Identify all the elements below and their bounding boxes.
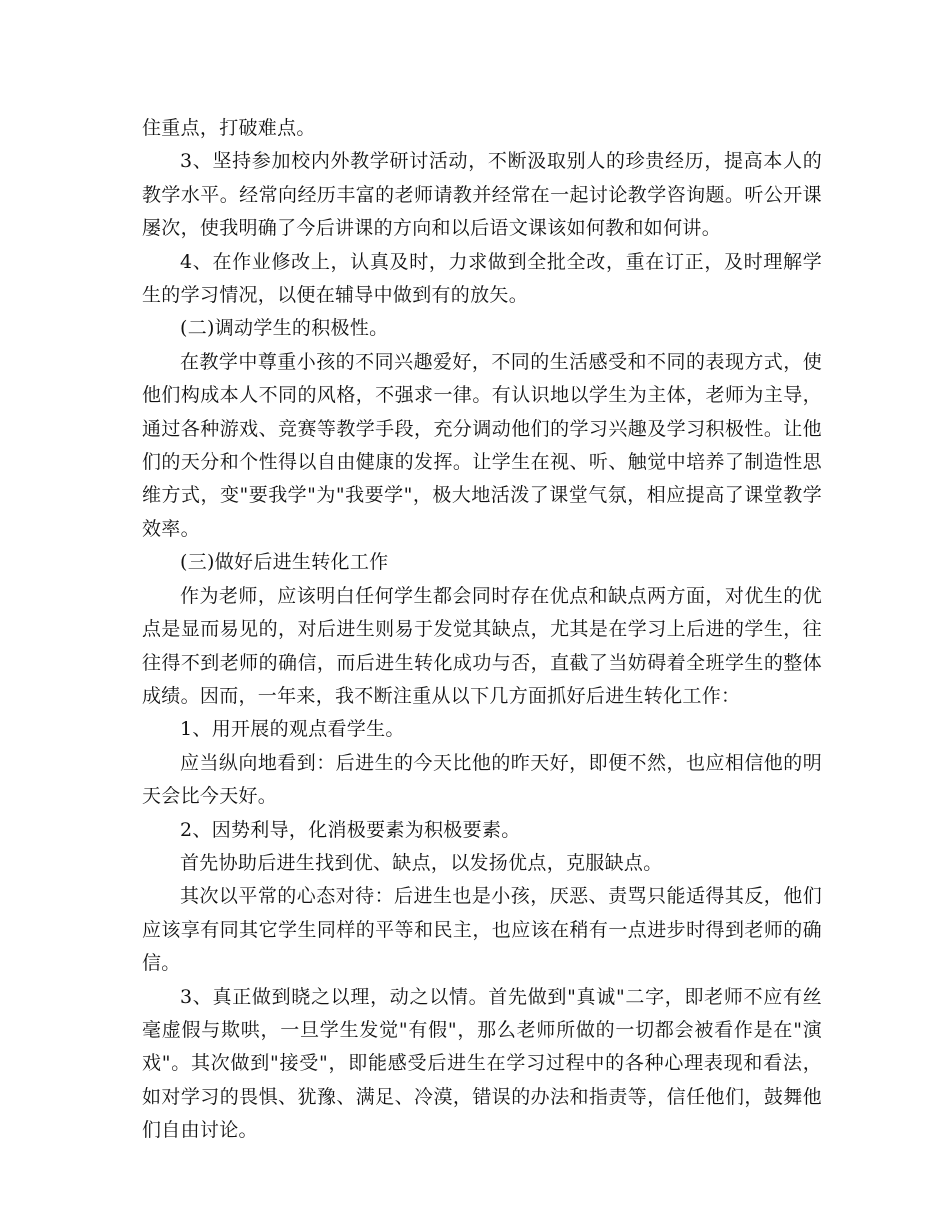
paragraph: 1、用开展的观点看学生。 bbox=[180, 718, 405, 741]
paragraph: 4、在作业修改上，认真及时，力求做到全批全改，重在订正，及时理解学生的学习情况，以便在辅导中做到有的放矢。 bbox=[142, 250, 822, 307]
paragraph: 住重点，打破难点。 bbox=[142, 117, 316, 139]
section-heading: (二)调动学生的积极性。 bbox=[180, 317, 389, 340]
paragraph: 3、真正做到晓之以理，动之以情。首先做到"真诚"二字，即老师不应有丝毫虚假与欺哄，一旦学生发觉"有假"，那么老师所做的一切都会被看作是在"演戏"。其次做到"接受"，即能感受后进生在学习过程中的各种心理表现和看法，如对学习的畏惧、犹豫、满足、冷漠，错误的办法和指责等，信任他们，鼓舞他们自由讨论。 bbox=[142, 985, 822, 1142]
paragraph: 3、坚持参加校内外教学研讨活动，不断汲取别人的珍贵经历，提高本人的教学水平。经常向经历丰富的老师请教并经常在一起讨论教学咨询题。听公开课屡次，使我明确了今后讲课的方向和以后语文课该如何教和如何讲。 bbox=[142, 150, 822, 240]
section-heading: (三)做好后进生转化工作 bbox=[180, 551, 389, 574]
document-body bbox=[142, 112, 822, 1148]
paragraph: 应当纵向地看到：后进生的今天比他的昨天好，即便不然，也应相信他的明天会比今天好。 bbox=[142, 751, 822, 808]
paragraph: 2、因势利导，化消极要素为积极要素。 bbox=[180, 818, 521, 841]
paragraph: 首先协助后进生找到优、缺点，以发扬优点，克服缺点。 bbox=[180, 851, 663, 874]
paragraph: 作为老师，应该明白任何学生都会同时存在优点和缺点两方面，对优生的优点是显而易见的，对后进生则易于发觉其缺点，尤其是在学习上后进的学生，往往得不到老师的确信，而后进生转化成功与否，直截了当妨碍着全班学生的整体成绩。因而，一年来，我不断注重从以下几方面抓好后进生转化工作： bbox=[142, 584, 822, 707]
paragraph: 在教学中尊重小孩的不同兴趣爱好，不同的生活感受和不同的表现方式，使他们构成本人不同的风格，不强求一律。有认识地以学生为主体，老师为主导，通过各种游戏、竞赛等教学手段，充分调动他们的学习兴趣及学习积极性。让他们的天分和个性得以自由健康的发挥。让学生在视、听、触觉中培养了制造性思维方式，变"要我学"为"我要学"，极大地活泼了课堂气氛，相应提高了课堂教学效率。 bbox=[142, 350, 822, 540]
paragraph: 其次以平常的心态对待：后进生也是小孩，厌恶、责骂只能适得其反，他们应该享有同其它学生同样的平等和民主，也应该在稍有一点进步时得到老师的确信。 bbox=[142, 885, 822, 975]
